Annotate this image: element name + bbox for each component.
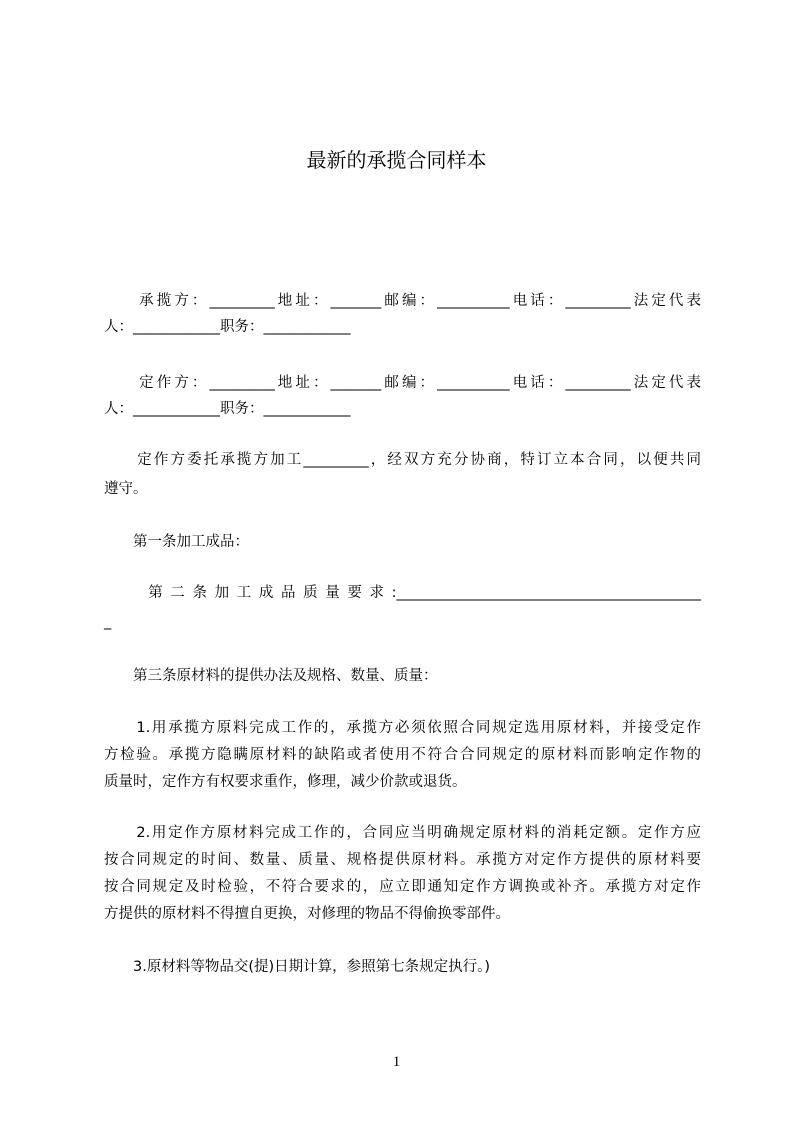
clause-1-line: 质量时，定作方有权要求重作，修理，减少价款或退货。: [104, 774, 467, 790]
article-3-heading: 第三条原材料的提供办法及规格、数量、质量：: [104, 668, 438, 684]
clause-1-line: 1.用承揽方原料完成工作的，承揽方必须依照合同规定选用原材料，并接受定作: [104, 720, 701, 736]
contractor-info-line: 承揽方：_________地址：_______邮编：__________电话：_________法定代表: [104, 293, 701, 309]
clause-2-line: 按合同规定及时检验，不符合要求的，应立即通知定作方调换或补齐。承揽方对定作: [104, 879, 701, 895]
preamble-line: 遵守。: [104, 481, 148, 497]
document-title: 最新的承揽合同样本: [306, 148, 487, 172]
client-info-line: 人：____________职务：____________: [104, 401, 351, 417]
article-1-heading: 第一条加工成品：: [104, 534, 249, 550]
article-2-line: _: [104, 614, 112, 630]
preamble-line: 定作方委托承揽方加工_________，经双方充分协商，特订立本合同，以便共同: [104, 452, 701, 468]
clause-3-line: 3.原材料等物品交(提)日期计算，参照第七条规定执行。): [104, 959, 491, 975]
clause-2-line: 2.用定作方原材料完成工作的，合同应当明确规定原材料的消耗定额。定作方应: [104, 825, 701, 841]
clause-2-line: 方提供的原材料不得擅自更换，对修理的物品不得偷换零部件。: [104, 906, 510, 922]
clause-2-line: 按合同规定的时间、数量、质量、规格提供原材料。承揽方对定作方提供的原材料要: [104, 852, 701, 868]
clause-1-line: 方检验。承揽方隐瞒原材料的缺陷或者使用不符合合同规定的原材料而影响定作物的: [104, 747, 701, 763]
contractor-info-line: 人：____________职务：____________: [104, 319, 351, 335]
article-2-line: 第二条加工成品质量要求:__________________________________________: [104, 585, 701, 601]
client-info-line: 定作方：_________地址：_______邮编：__________电话：_________法定代表: [104, 375, 701, 391]
page-number: 1: [392, 1054, 401, 1070]
